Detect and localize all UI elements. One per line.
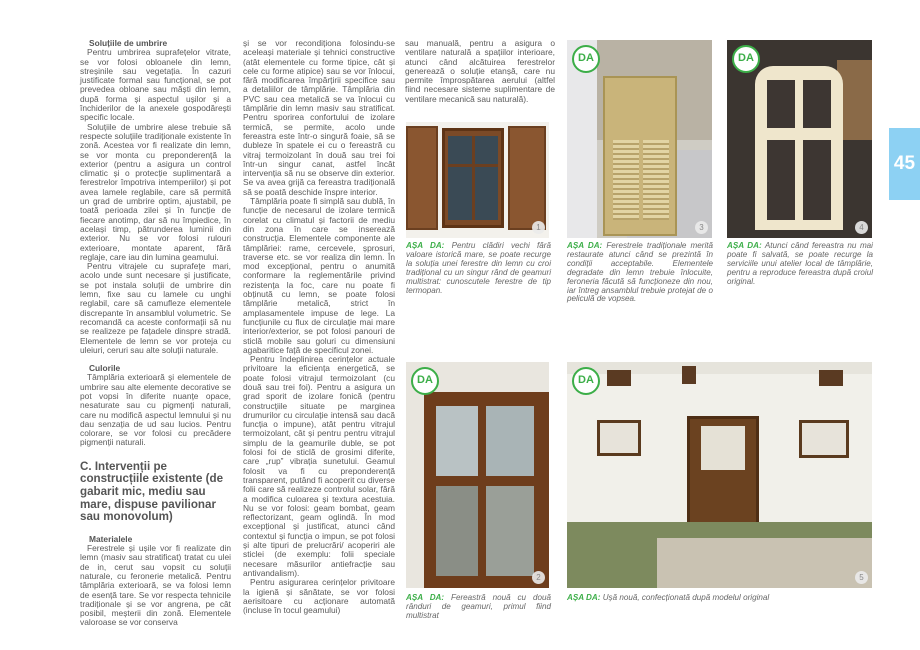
photo-number: 3 [695, 221, 708, 234]
da-badge: DA [572, 367, 600, 395]
photo-double-window [406, 362, 549, 588]
photo-new-door [567, 362, 872, 588]
subheading-umbrire: Soluțiile de umbrire [89, 38, 168, 48]
text-column-3 [405, 39, 555, 104]
caption-2 [406, 594, 551, 621]
paragraph: sau manuală, pentru a asigura o ventilare naturală a spațiilor interioare, atunci când alcătuirea ferestrelor generează o soluție etanșă, care nu permite împrospătarea aerului (altfel fiind necesare sisteme suplimentare de ventilare mecanică sau naturală). [405, 38, 555, 104]
caption-1 [406, 242, 551, 295]
photo-restored-window [567, 40, 712, 238]
paragraph: Pentru vitrajele cu suprafețe mari, acolo unde sunt necesare și justificate, se pot instala soluții de umbrire din lemn, fixe sau cu lamele cu unghi reglabil, care să camufleze elementele discrepante în ansamblul volumetric. Se recomandă ca aceste conformații să nu se realizeze pe fațadele dinspre stradă. Elementele de lemn se vor proteja cu uleiuri, ceruri sau alte soluții naturale. [80, 261, 231, 355]
section-heading: C. Intervenții pe construcțiile existente (de gabarit mic, mediu sau mare, dispuse pavilionar sau monovolum) [80, 459, 224, 524]
caption-label: AȘA DA: [567, 593, 601, 602]
paragraph: și se vor recondiționa folosindu-se aceleași materiale și tehnici constructive (atât elementele cu forme tipice, cât și cele cu forme atipice) sau se vor înlocui, fără modificarea împărțirii specifice sau a detaliilor de tâmplărie. Tâmplăria din PVC sau cea metalică se va înlocui cu tâmplărie din lemn masiv sau stratificat. Pentru sporirea confortului de izolare termică, se permite, acolo unde fereastra este într-o singură foaie, să se dubleze în spatele ei cu o fereastră cu vitraj termoizolant în două sau trei foi într-un singur canat, astfel încât intervenția să nu se observe din exterior. Se va avea grijă ca fereastra tradițională să se poată deschide înspre interior. [243, 38, 395, 197]
photo-number: 4 [855, 221, 868, 234]
da-badge: DA [411, 367, 439, 395]
text-column-1 [80, 39, 231, 628]
paragraph: Soluțiile de umbrire alese trebuie să respecte soluțiile tradiționale existente în zonă. Acestea vor fi realizate din lemn, se vor monta cu preponderență la exterior (pentru a asigura un control climatic și o protecție suplimentară a ferestrelor împotriva intemperiilor) și pot avea lamele reglabile, care să permită un grad de umbrire optim, ajustabil, pe toată perioada zilei și în funcție de fiecare anotimp, dar să nu împiedice, în același timp, pătrunderea luminii din exterior. Nu se vor folosi rulouri exterioare, montate aparent, fără reglaje, care iau din lumina geamului. [80, 121, 231, 262]
paragraph: Pentru umbrirea suprafețelor vitrate, se vor folosi obloanele din lemn, streșinile sau vegetația. În cazuri justificate formal sau funcțional, se pot prevedea obloane sau măști din lemn, după forma și aspectul ușilor și a închiderilor de la anexele gospodărești specific locale. [80, 47, 231, 123]
paragraph: Pentru îndeplinirea cerințelor actuale privitoare la eficiența energetică, se poate folosi vitrajul termoizolant (cu două sau trei foi). Pentru a asigura un grad sporit de izolare fonică (pentru construcțiile situate pe marginea drumurilor cu circulație intensă sau dacă funcția o impune), atât pentru vitrajul termoizolant, cât și pentru pentru vitrajul simplu de la geamurile duble, se pot folosi foi de sticlă de grosimi diferite, care „rup” vibrația sunetului. Geamul folosit va fi cu preponderență transparent, putând fi acoperit cu diverse folii care să realizeze controlul solar, fără a modifica culoarea și textura acestuia. Nu se vor folosi: geam bombat, geam reflectorizant, geam oglindă. În mod excepțional și justificat, atunci când contextul și funcția o impun, se pot folosi și alte tipuri de prelucrări/ acoperiri ale sticlei (de exemplu: folii speciale necesare măsurilor antiefracție sau antivandalism). [243, 354, 395, 578]
photo-number: 5 [855, 571, 868, 584]
photo-number: 2 [532, 571, 545, 584]
paragraph: Tâmplăria poate fi simplă sau dublă, în funcție de necesarul de izolare termică corelat cu climatul și factorii de mediu din zona în care se inserează construcția. Elementele componente ale tâmplăriei: rame, cercevele, șprosuri, traverse etc. se vor realiza din lemn. În mod excepțional, pentru o anumită conformare la reglementările privind rezistența la foc, care nu poate fi obținută cu lemn, se poate folosi tâmplărie metalică, strict în amplasamentele impuse de lege. La funcțiunile cu flux de circulație mai mare interior/exterior, se pot folosi panouri de sticlă mobile sau goluri cu dimensiuni agabaritice față de specificul zonei. [243, 196, 395, 355]
caption-label: AȘA DA: [406, 241, 445, 250]
da-badge: DA [732, 45, 760, 73]
caption-text: Atunci când fereastra nu mai poate fi salvată, se poate recurge la serviciile unui atelier local de tâmplărie, pentru a reproduce fereastra după croiul original. [727, 241, 873, 286]
caption-label: AȘA DA: [567, 241, 603, 250]
caption-label: AȘA DA: [406, 593, 445, 602]
caption-5 [567, 594, 873, 603]
caption-4 [727, 242, 873, 287]
photo-number: 1 [532, 221, 545, 234]
caption-text: Ușă nouă, confecționată după modelul original [602, 593, 770, 602]
caption-label: AȘA DA: [727, 241, 762, 250]
subheading-materiale: Materialele [89, 533, 133, 544]
caption-text: Fereastră nouă cu două rânduri de geamuri, primul fiind multistrat [406, 593, 551, 620]
caption-text: Pentru clădiri vechi fără valoare istorică mare, se poate recurge la soluția unei ferestre din lemn cu croi tradițional cu un singur rând de geamuri multistrat: cunoscutele ferestre de tip termopan. [406, 241, 551, 295]
paragraph: Tâmplăria exterioară și elementele de umbrire sau alte elemente decorative se pot vopsi în diferite nuanțe opace, nesaturate sau cu pigmenți naturali, care nu modifică aspectul lemnului și nu dau senzația de ud sau lucios. Pentru colorare, se vor folosi cu precădere pigmenții naturali. [80, 372, 231, 448]
caption-3 [567, 242, 713, 304]
text-column-2 [243, 39, 395, 615]
page-number-tab: 45 [889, 128, 920, 200]
photo-new-window-frame [727, 40, 872, 238]
da-badge: DA [572, 45, 600, 73]
paragraph: Pentru asigurarea cerințelor privitoare la igienă și sănătate, se vor folosi aerisitoare cu acționare automată (incluse în tocul geamului) [243, 577, 395, 616]
subheading-culori: Culorile [89, 363, 121, 374]
photo-window-shutters [406, 122, 549, 238]
paragraph: Ferestrele și ușile vor fi realizate din lemn (masiv sau stratificat) tratat cu ulei de in, cerut sau vopsit cu soluții naturale, cu feronerie metalică. Pentru tâmplăria exterioară, se va folosi lemn de esență tare. Se vor respecta tehnicile tradiționale și se vor angrena, pe cât posibil, meșterii din zonă. Elementele valoroase se vor conserva [80, 543, 231, 628]
caption-text: Ferestrele tradiționale merită restaurate atunci când se prezintă în condiții acceptabile. Elementele degradate din lemn trebuie înlocuite, feroneria făcută să funcționeze din nou, iar întreg ansamblul trebuie protejat de o peliculă de vopsea. [567, 241, 713, 304]
